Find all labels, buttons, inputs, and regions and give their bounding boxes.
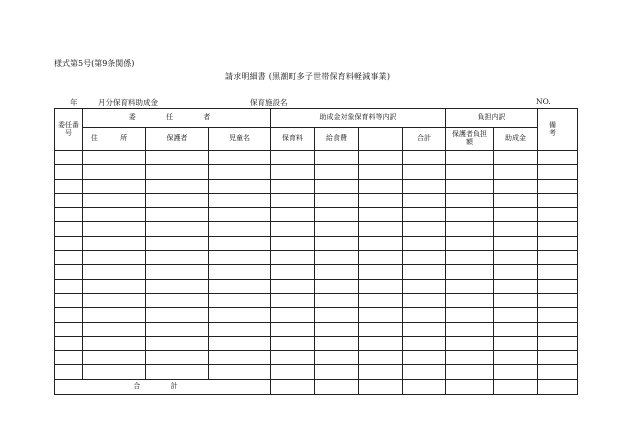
table-cell[interactable] <box>55 279 83 293</box>
table-cell[interactable] <box>446 208 494 222</box>
table-cell[interactable] <box>315 293 359 307</box>
table-row <box>55 193 578 207</box>
table-cell[interactable] <box>271 336 315 350</box>
table-cell[interactable] <box>55 308 83 322</box>
table-cell[interactable] <box>271 293 315 307</box>
table-cell[interactable] <box>146 151 209 165</box>
table-cell[interactable] <box>271 222 315 236</box>
table-cell[interactable] <box>55 322 83 336</box>
table-cell[interactable] <box>494 222 538 236</box>
table-cell[interactable] <box>315 336 359 350</box>
table-cell[interactable] <box>315 279 359 293</box>
statement-table <box>54 108 578 395</box>
table-cell[interactable] <box>271 351 315 365</box>
table-cell[interactable] <box>83 222 146 236</box>
table-cell[interactable] <box>55 222 83 236</box>
table-cell[interactable] <box>359 308 403 322</box>
meal-fee-header: 給食費 <box>315 128 359 151</box>
table-cell[interactable] <box>446 336 494 350</box>
table-cell[interactable] <box>146 308 209 322</box>
table-cell[interactable] <box>538 222 578 236</box>
table-cell[interactable] <box>271 308 315 322</box>
table-cell[interactable] <box>403 322 446 336</box>
table-cell[interactable] <box>55 293 83 307</box>
table-cell[interactable] <box>315 208 359 222</box>
table-cell[interactable] <box>538 193 578 207</box>
document-title: 請求明細書 (黒潮町多子世帯保育料軽減事業) <box>225 72 391 81</box>
table-cell[interactable] <box>538 251 578 265</box>
table-row <box>55 336 578 350</box>
table-row <box>55 222 578 236</box>
table-cell[interactable] <box>271 265 315 279</box>
table-cell[interactable] <box>209 265 271 279</box>
table-cell[interactable] <box>403 165 446 179</box>
total-cell[interactable] <box>494 379 538 394</box>
consignor-header: 委 任 者 <box>83 109 271 128</box>
table-cell[interactable] <box>494 351 538 365</box>
table-cell[interactable] <box>146 293 209 307</box>
table-cell[interactable] <box>146 365 209 379</box>
total-cell[interactable] <box>271 379 315 394</box>
table-cell[interactable] <box>315 236 359 250</box>
total-row <box>55 379 578 394</box>
total-cell[interactable] <box>359 379 403 394</box>
month-subsidy-label: 月分保育料助成金 <box>98 98 158 107</box>
year-label: 年 <box>70 98 78 107</box>
subsidy-header: 助成金 <box>494 128 538 151</box>
table-cell[interactable] <box>271 193 315 207</box>
table-cell[interactable] <box>538 208 578 222</box>
table-cell[interactable] <box>315 193 359 207</box>
table-cell[interactable] <box>209 293 271 307</box>
table-cell[interactable] <box>55 236 83 250</box>
table-cell[interactable] <box>209 151 271 165</box>
table-cell[interactable] <box>315 222 359 236</box>
table-row <box>55 265 578 279</box>
table-cell[interactable] <box>359 365 403 379</box>
table-cell[interactable] <box>494 151 538 165</box>
table-row <box>55 293 578 307</box>
table-cell[interactable] <box>359 222 403 236</box>
child-name-header: 児童名 <box>209 128 271 151</box>
table-cell[interactable] <box>359 165 403 179</box>
table-cell[interactable] <box>146 179 209 193</box>
table-cell[interactable] <box>446 179 494 193</box>
table-cell[interactable] <box>83 265 146 279</box>
table-cell[interactable] <box>55 151 83 165</box>
table-cell[interactable] <box>83 251 146 265</box>
table-cell[interactable] <box>494 208 538 222</box>
table-cell[interactable] <box>403 336 446 350</box>
table-cell[interactable] <box>83 308 146 322</box>
table-cell[interactable] <box>83 236 146 250</box>
table-row <box>55 279 578 293</box>
table-cell[interactable] <box>271 279 315 293</box>
table-cell[interactable] <box>538 279 578 293</box>
subsidy-breakdown-header: 助成金対象保育料等内訳 <box>271 109 446 128</box>
table-cell[interactable] <box>359 279 403 293</box>
form-number: 様式第5号(第9条関係) <box>54 59 135 68</box>
table-cell[interactable] <box>315 351 359 365</box>
table-cell[interactable] <box>403 193 446 207</box>
table-cell[interactable] <box>209 308 271 322</box>
remarks-header: 備 考 <box>538 109 578 151</box>
table-cell[interactable] <box>403 179 446 193</box>
table-cell[interactable] <box>83 193 146 207</box>
table-cell[interactable] <box>403 279 446 293</box>
table-cell[interactable] <box>494 308 538 322</box>
table-cell[interactable] <box>446 236 494 250</box>
guardian-header: 保護者 <box>146 128 209 151</box>
table-cell[interactable] <box>209 322 271 336</box>
table-cell[interactable] <box>146 165 209 179</box>
table-row <box>55 365 578 379</box>
table-row <box>55 251 578 265</box>
table-cell[interactable] <box>494 279 538 293</box>
table-cell[interactable] <box>359 351 403 365</box>
subtotal-header: 合計 <box>403 128 446 151</box>
table-cell[interactable] <box>446 151 494 165</box>
table-cell[interactable] <box>271 165 315 179</box>
table-cell[interactable] <box>494 293 538 307</box>
table-cell[interactable] <box>83 179 146 193</box>
table-cell[interactable] <box>494 251 538 265</box>
address-header: 住 所 <box>83 128 146 151</box>
table-cell[interactable] <box>271 365 315 379</box>
facility-name-label: 保育施設名 <box>250 98 288 107</box>
table-cell[interactable] <box>271 251 315 265</box>
table-cell[interactable] <box>315 251 359 265</box>
table-cell[interactable] <box>446 165 494 179</box>
table-cell[interactable] <box>83 165 146 179</box>
table-cell[interactable] <box>403 236 446 250</box>
table-row <box>55 165 578 179</box>
table-cell[interactable] <box>146 351 209 365</box>
table-cell[interactable] <box>55 365 83 379</box>
table-cell[interactable] <box>146 208 209 222</box>
table-cell[interactable] <box>538 236 578 250</box>
table-cell[interactable] <box>209 251 271 265</box>
table-cell[interactable] <box>209 279 271 293</box>
table-cell[interactable] <box>359 193 403 207</box>
table-cell[interactable] <box>146 193 209 207</box>
table-cell[interactable] <box>146 236 209 250</box>
table-cell[interactable] <box>403 208 446 222</box>
table-cell[interactable] <box>83 365 146 379</box>
table-cell[interactable] <box>359 293 403 307</box>
table-cell[interactable] <box>403 151 446 165</box>
table-row <box>55 208 578 222</box>
table-cell[interactable] <box>271 236 315 250</box>
table-cell[interactable] <box>83 293 146 307</box>
table-row <box>55 236 578 250</box>
table-cell[interactable] <box>146 336 209 350</box>
table-cell[interactable] <box>538 322 578 336</box>
table-cell[interactable] <box>271 208 315 222</box>
table-cell[interactable] <box>494 179 538 193</box>
table-cell[interactable] <box>55 351 83 365</box>
table-cell[interactable] <box>146 279 209 293</box>
table-cell[interactable] <box>446 322 494 336</box>
table-cell[interactable] <box>209 179 271 193</box>
table-cell[interactable] <box>55 251 83 265</box>
table-cell[interactable] <box>315 322 359 336</box>
table-cell[interactable] <box>209 236 271 250</box>
table-cell[interactable] <box>494 336 538 350</box>
table-cell[interactable] <box>538 336 578 350</box>
table-cell[interactable] <box>146 322 209 336</box>
table-cell[interactable] <box>209 208 271 222</box>
table-cell[interactable] <box>494 236 538 250</box>
guardian-burden-header: 保護者負担額 <box>446 128 494 151</box>
table-cell[interactable] <box>83 322 146 336</box>
table-cell[interactable] <box>359 322 403 336</box>
table-cell[interactable] <box>55 336 83 350</box>
table-cell[interactable] <box>359 265 403 279</box>
table-cell[interactable] <box>83 279 146 293</box>
table-cell[interactable] <box>446 265 494 279</box>
table-cell[interactable] <box>538 293 578 307</box>
table-cell[interactable] <box>359 336 403 350</box>
table-cell[interactable] <box>538 308 578 322</box>
table-cell[interactable] <box>146 251 209 265</box>
table-cell[interactable] <box>403 251 446 265</box>
table-cell[interactable] <box>209 365 271 379</box>
table-cell[interactable] <box>359 179 403 193</box>
table-cell[interactable] <box>538 265 578 279</box>
fee-header: 保育料 <box>271 128 315 151</box>
table-cell[interactable] <box>446 308 494 322</box>
table-cell[interactable] <box>446 365 494 379</box>
table-row <box>55 151 578 165</box>
table-cell[interactable] <box>359 208 403 222</box>
total-cell[interactable] <box>538 379 578 394</box>
table-cell[interactable] <box>538 151 578 165</box>
table-cell[interactable] <box>494 322 538 336</box>
table-cell[interactable] <box>209 165 271 179</box>
table-cell[interactable] <box>403 351 446 365</box>
table-cell[interactable] <box>209 193 271 207</box>
table-cell[interactable] <box>146 265 209 279</box>
table-cell[interactable] <box>538 365 578 379</box>
consignment-number-header: 委任番号 <box>55 109 83 151</box>
table-cell[interactable] <box>446 251 494 265</box>
table-cell[interactable] <box>494 265 538 279</box>
blank-header <box>359 128 403 151</box>
total-cell[interactable] <box>446 379 494 394</box>
table-cell[interactable] <box>403 308 446 322</box>
table-cell[interactable] <box>446 293 494 307</box>
table-cell[interactable] <box>209 351 271 365</box>
table-cell[interactable] <box>359 251 403 265</box>
table-cell[interactable] <box>315 151 359 165</box>
table-cell[interactable] <box>55 265 83 279</box>
table-cell[interactable] <box>403 365 446 379</box>
table-row <box>55 322 578 336</box>
table-cell[interactable] <box>315 308 359 322</box>
table-cell[interactable] <box>55 208 83 222</box>
table-cell[interactable] <box>494 193 538 207</box>
table-cell[interactable] <box>446 193 494 207</box>
table-cell[interactable] <box>271 322 315 336</box>
table-cell[interactable] <box>446 351 494 365</box>
table-cell[interactable] <box>538 165 578 179</box>
table-cell[interactable] <box>403 293 446 307</box>
table-cell[interactable] <box>403 222 446 236</box>
table-cell[interactable] <box>403 265 446 279</box>
table-cell[interactable] <box>315 179 359 193</box>
total-cell[interactable] <box>403 379 446 394</box>
table-cell[interactable] <box>83 151 146 165</box>
table-row <box>55 351 578 365</box>
table-cell[interactable] <box>315 265 359 279</box>
table-cell[interactable] <box>538 351 578 365</box>
table-cell[interactable] <box>209 336 271 350</box>
total-label: 合 計 <box>55 379 271 394</box>
table-row <box>55 308 578 322</box>
table-cell[interactable] <box>83 351 146 365</box>
total-cell[interactable] <box>315 379 359 394</box>
table-cell[interactable] <box>83 336 146 350</box>
table-cell[interactable] <box>83 208 146 222</box>
table-cell[interactable] <box>538 179 578 193</box>
number-label: NO. <box>536 97 551 106</box>
table-cell[interactable] <box>209 222 271 236</box>
table-cell[interactable] <box>446 279 494 293</box>
table-cell[interactable] <box>315 365 359 379</box>
table-cell[interactable] <box>271 179 315 193</box>
burden-breakdown-header: 負担内訳 <box>446 109 538 128</box>
table-cell[interactable] <box>315 165 359 179</box>
table-cell[interactable] <box>55 165 83 179</box>
table-cell[interactable] <box>271 151 315 165</box>
table-cell[interactable] <box>494 165 538 179</box>
table-cell[interactable] <box>146 222 209 236</box>
table-row <box>55 179 578 193</box>
table-cell[interactable] <box>494 365 538 379</box>
table-cell[interactable] <box>359 151 403 165</box>
table-cell[interactable] <box>55 179 83 193</box>
table-cell[interactable] <box>446 222 494 236</box>
table-cell[interactable] <box>55 193 83 207</box>
table-cell[interactable] <box>359 236 403 250</box>
